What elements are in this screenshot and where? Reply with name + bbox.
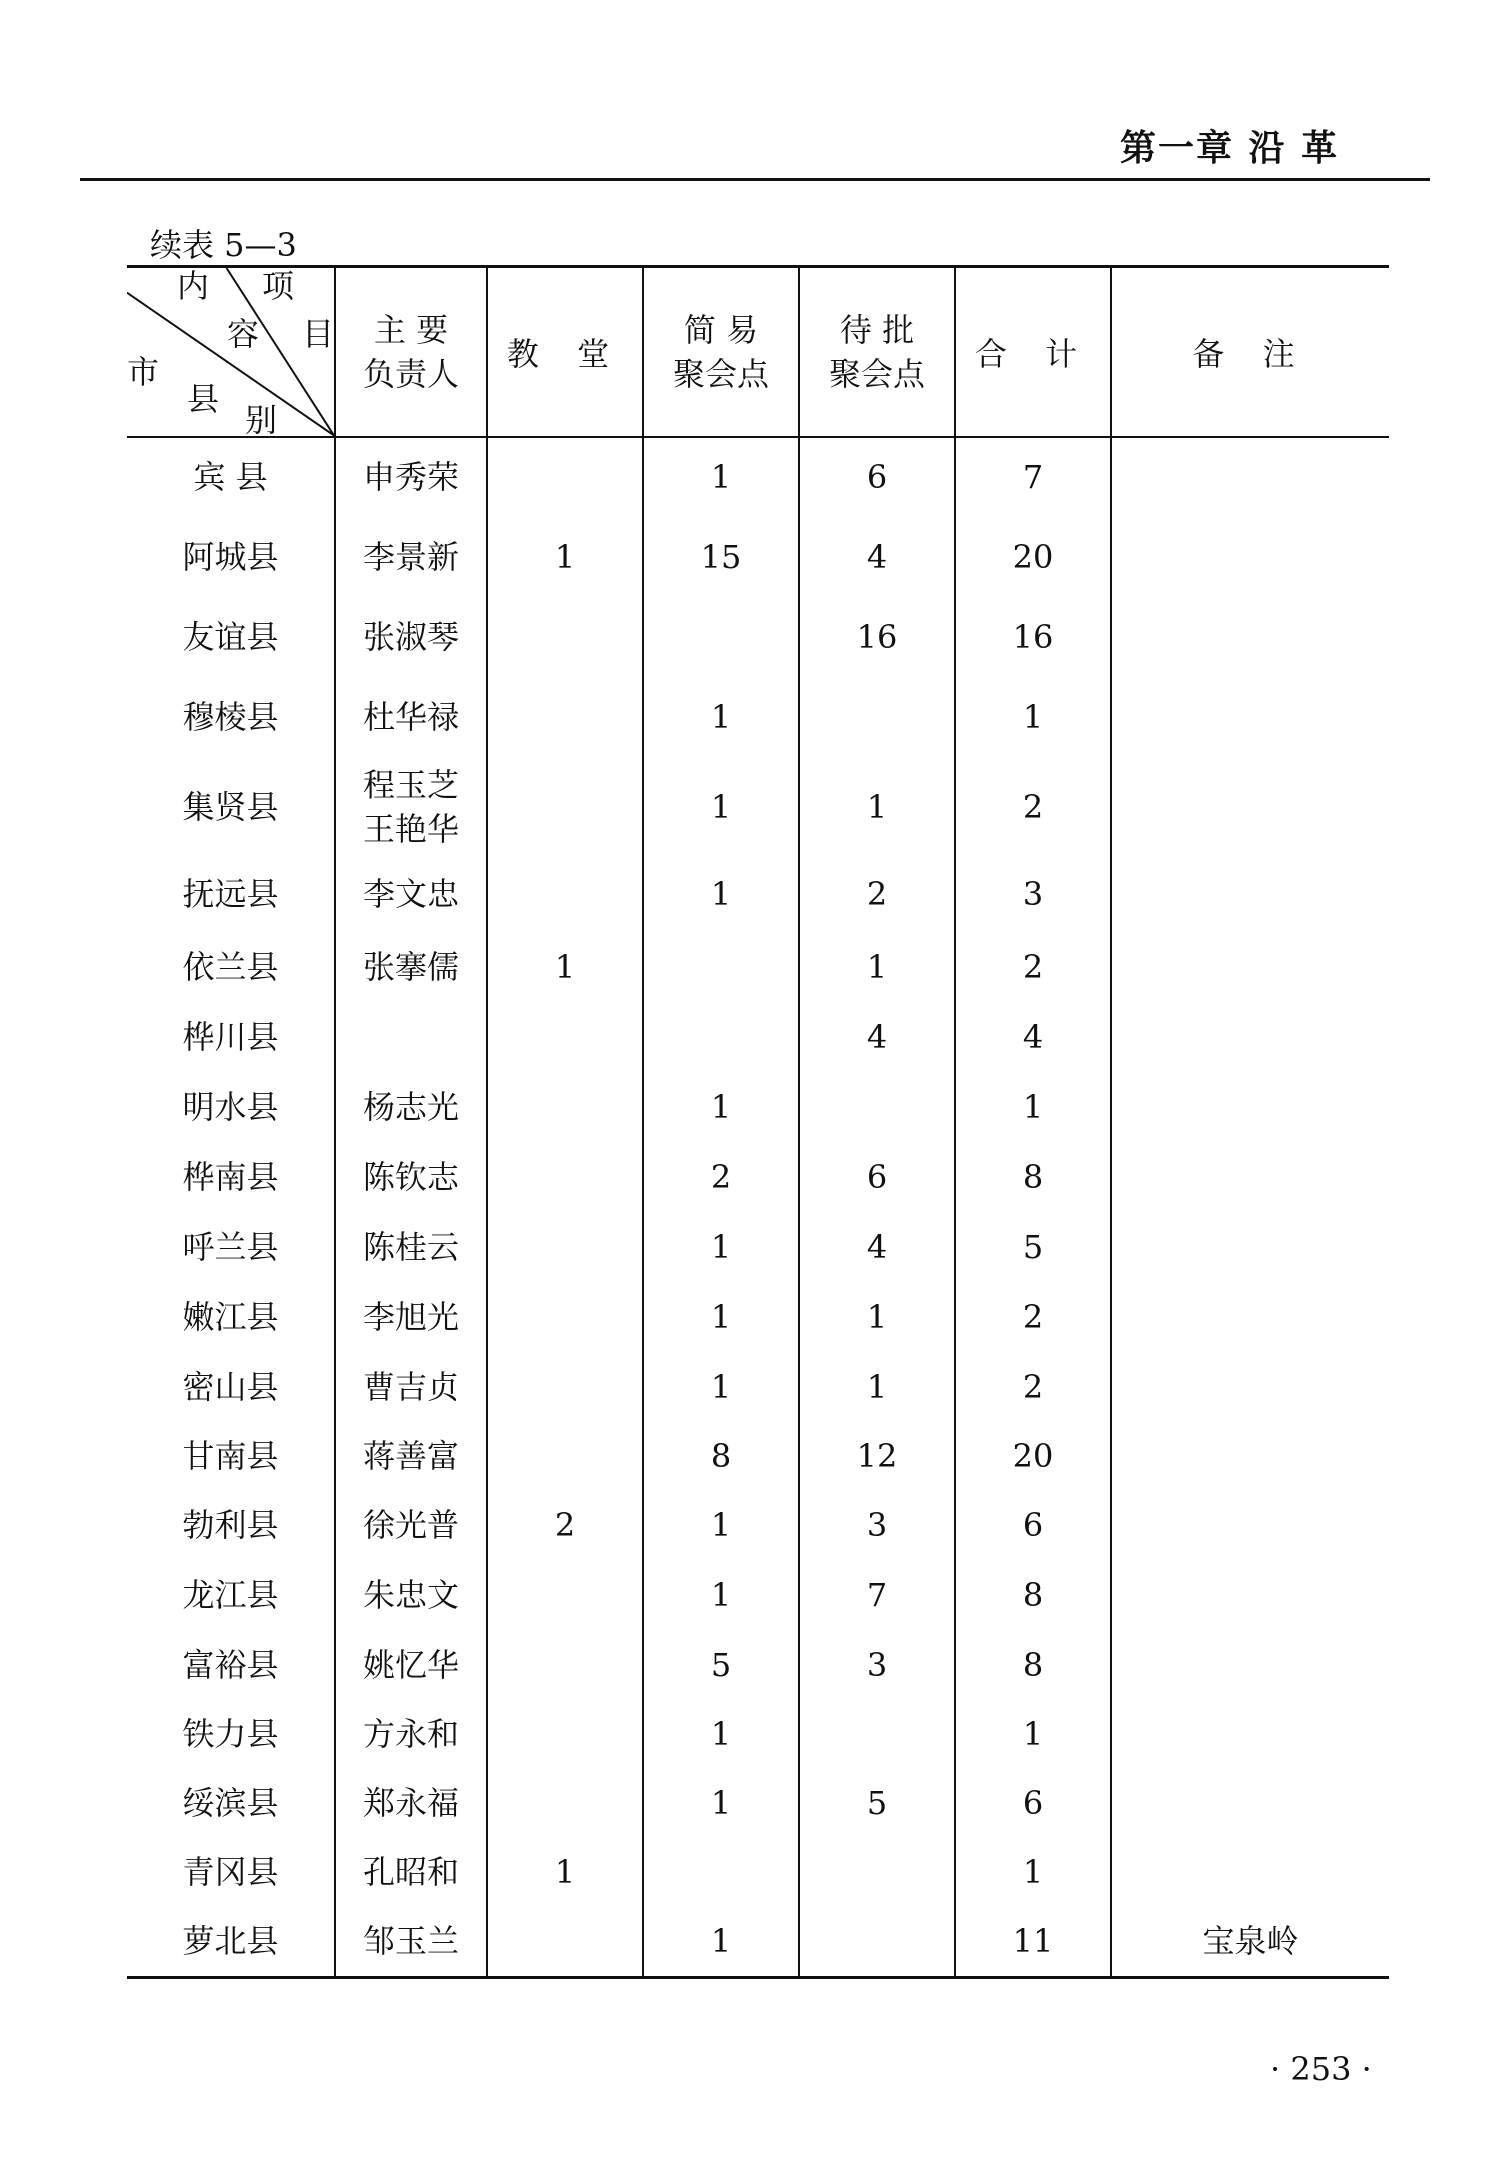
simple-count-cell [643,932,799,1002]
leader-name: 孔昭和 [362,1852,459,1891]
total-count-cell: 20 [955,1422,1111,1490]
leader-cell [335,757,487,857]
county-cell: 密山县 [182,1367,279,1406]
pending-count-cell: 12 [799,1422,955,1490]
leader-name: 蒋善富 [362,1436,459,1475]
table-row [127,1352,1389,1422]
total-count-cell: 8 [955,1142,1111,1212]
note-cell [1111,1352,1389,1422]
pending-count-cell: 6 [799,437,955,517]
leader-name: 陈桂云 [362,1227,459,1266]
table-row [127,1142,1389,1212]
col-header-note: 备 注 [1111,267,1389,437]
table-row [127,1838,1389,1906]
note-cell [1111,597,1389,677]
corner-label-rong: 容 [227,315,260,353]
church-count-cell: 1 [487,517,643,597]
leader-name: 李旭光 [362,1297,459,1336]
pending-count-cell: 1 [799,757,955,857]
leader-cell [335,597,487,677]
note-cell [1111,1072,1389,1142]
pending-count-cell: 16 [799,597,955,677]
leader-name: 程玉芝 [362,765,459,804]
note-cell [1111,1422,1389,1490]
simple-count-cell: 1 [643,1072,799,1142]
leader-cell [335,1002,487,1072]
corner-label-bie: 别 [245,401,278,439]
col-header-church: 教 堂 [487,267,643,437]
total-count-cell: 1 [955,677,1111,757]
simple-count-cell: 5 [643,1630,799,1700]
simple-count-cell: 1 [643,1282,799,1352]
county-cell: 富裕县 [182,1645,279,1684]
note-cell: 宝泉岭 [1111,1906,1389,1978]
table-row [127,1490,1389,1560]
leader-cell [335,677,487,757]
diagonal-header-cell [127,267,335,437]
simple-count-cell: 1 [643,757,799,857]
table-row [127,1002,1389,1072]
simple-count-cell [643,1838,799,1906]
county-cell: 阿城县 [182,537,279,576]
county-cell: 集贤县 [182,787,279,826]
pending-count-cell [799,1838,955,1906]
leader-name: 邹玉兰 [362,1921,459,1960]
corner-label-xian: 县 [187,380,220,418]
simple-count-cell: 1 [643,1212,799,1282]
col-header-pending [799,267,955,437]
total-count-cell: 1 [955,1838,1111,1906]
total-count-cell: 1 [955,1700,1111,1768]
county-cell: 甘南县 [182,1436,279,1475]
county-cell: 抚远县 [182,875,279,913]
county-cell: 勃利县 [182,1505,279,1544]
leader-cell [335,1490,487,1560]
note-cell [1111,857,1389,932]
simple-count-cell: 1 [643,1560,799,1630]
pending-count-cell: 3 [799,1630,955,1700]
total-count-cell: 3 [955,857,1111,932]
total-count-cell: 7 [955,437,1111,517]
church-count-cell [487,1906,643,1978]
county-cell: 友谊县 [182,617,279,656]
pending-count-cell: 4 [799,517,955,597]
table-row [127,437,1389,517]
total-count-cell: 1 [955,1072,1111,1142]
county-cell: 呼兰县 [182,1227,279,1266]
pending-count-cell: 1 [799,1282,955,1352]
simple-count-cell: 1 [643,1352,799,1422]
total-count-cell: 11 [955,1906,1111,1978]
church-count-cell [487,597,643,677]
col-header-simple-line2: 聚会点 [672,354,769,393]
pending-count-cell [799,677,955,757]
total-count-cell: 2 [955,932,1111,1002]
leader-name: 王艳华 [362,809,459,848]
table-caption: 续表 5—3 [150,226,297,264]
church-count-cell [487,1630,643,1700]
table-row [127,517,1389,597]
church-count-cell [487,677,643,757]
col-header-simple [643,267,799,437]
col-header-pending-line2: 聚会点 [828,354,925,393]
table-row [127,932,1389,1002]
note-cell [1111,437,1389,517]
simple-count-cell: 1 [643,1490,799,1560]
church-count-cell [487,1700,643,1768]
leader-cell [335,1282,487,1352]
note-cell [1111,1768,1389,1838]
leader-name: 张淑琴 [362,617,459,656]
leader-cell [335,1838,487,1906]
leader-cell [335,1212,487,1282]
total-count-cell: 2 [955,1282,1111,1352]
church-count-cell: 2 [487,1490,643,1560]
pending-count-cell: 1 [799,932,955,1002]
table-row [127,677,1389,757]
total-count-cell: 8 [955,1560,1111,1630]
simple-count-cell: 2 [643,1142,799,1212]
church-count-cell [487,1352,643,1422]
pending-count-cell: 4 [799,1002,955,1072]
leader-cell [335,932,487,1002]
church-count-cell [487,857,643,932]
statistics-table [127,265,1389,1979]
church-count-cell [487,1002,643,1072]
table-row [127,1422,1389,1490]
note-cell [1111,932,1389,1002]
total-count-cell: 8 [955,1630,1111,1700]
pending-count-cell [799,1072,955,1142]
pending-count-cell: 1 [799,1352,955,1422]
county-cell: 萝北县 [127,1906,335,1978]
pending-count-cell: 5 [799,1768,955,1838]
leader-name: 申秀荣 [362,458,459,496]
note-cell [1111,1282,1389,1352]
church-count-cell [487,1422,643,1490]
leader-cell [335,1700,487,1768]
note-cell [1111,1142,1389,1212]
leader-name: 杜华禄 [362,697,459,736]
table-row [127,1906,1389,1978]
leader-cell [335,1768,487,1838]
table-header-row [127,267,1389,437]
leader-name: 曹吉贞 [362,1367,459,1406]
col-header-simple-line1: 简 易 [683,310,759,349]
total-count-cell: 5 [955,1212,1111,1282]
table-row [127,597,1389,677]
leader-cell [335,437,487,517]
pending-count-cell: 2 [799,857,955,932]
leader-name: 杨志光 [362,1087,459,1126]
simple-count-cell: 1 [643,857,799,932]
col-header-leader-line2: 负责人 [362,354,459,393]
county-cell: 依兰县 [182,947,279,986]
table-row [127,857,1389,932]
leader-name: 郑永福 [362,1783,459,1822]
simple-count-cell: 1 [643,1768,799,1838]
simple-count-cell: 15 [643,517,799,597]
note-cell [1111,1560,1389,1630]
county-cell: 宾 县 [193,458,268,496]
note-cell [1111,757,1389,857]
total-count-cell: 16 [955,597,1111,677]
leader-name: 徐光普 [362,1505,459,1544]
total-count-cell: 4 [955,1002,1111,1072]
leader-name: 姚忆华 [362,1645,459,1684]
table-row [127,1768,1389,1838]
church-count-cell [487,1142,643,1212]
leader-cell [335,1630,487,1700]
leader-cell [335,1072,487,1142]
total-count-cell: 2 [955,1352,1111,1422]
pending-count-cell [799,1700,955,1768]
county-cell: 龙江县 [182,1575,279,1614]
church-count-cell: 1 [487,932,643,1002]
leader-name: 朱忠文 [362,1575,459,1614]
note-cell [1111,1630,1389,1700]
county-cell: 青冈县 [182,1852,279,1891]
total-count-cell: 2 [955,757,1111,857]
county-cell: 铁力县 [182,1714,279,1753]
church-count-cell: 1 [487,1838,643,1906]
leader-name: 李景新 [362,537,459,576]
leader-cell [335,1906,487,1978]
simple-count-cell [643,1002,799,1072]
church-count-cell [487,1560,643,1630]
church-count-cell [487,1072,643,1142]
note-cell [1111,1490,1389,1560]
leader-cell [335,517,487,597]
simple-count-cell: 1 [643,677,799,757]
leader-name: 陈钦志 [362,1157,459,1196]
chapter-title: 第一章 沿 革 [1120,127,1340,169]
note-cell [1111,1212,1389,1282]
simple-count-cell: 1 [643,1700,799,1768]
header-rule [80,178,1430,181]
total-count-cell: 6 [955,1490,1111,1560]
county-cell: 嫩江县 [182,1297,279,1336]
pending-count-cell [799,1906,955,1978]
leader-name: 李文忠 [362,875,459,913]
table-row [127,1072,1389,1142]
county-cell: 桦川县 [182,1017,279,1056]
leader-cell [335,1352,487,1422]
leader-cell [335,857,487,932]
table-body [127,437,1389,1978]
simple-count-cell [643,597,799,677]
leader-cell [335,1560,487,1630]
leader-cell [335,1422,487,1490]
church-count-cell [487,1768,643,1838]
leader-name: 方永和 [362,1714,459,1753]
county-cell: 明水县 [182,1087,279,1126]
simple-count-cell: 8 [643,1422,799,1490]
page-number: · 253 · [1270,2050,1372,2088]
pending-count-cell: 4 [799,1212,955,1282]
col-header-pending-line1: 待 批 [839,310,915,349]
note-cell [1111,677,1389,757]
total-count-cell: 6 [955,1768,1111,1838]
church-count-cell [487,1212,643,1282]
corner-label-xiang: 项 [262,267,295,305]
total-count-cell: 20 [955,517,1111,597]
note-cell [1111,517,1389,597]
simple-count-cell: 1 [643,1906,799,1978]
table-row [127,1212,1389,1282]
col-header-leader [335,267,487,437]
county-cell: 穆棱县 [182,697,279,736]
table-row [127,1700,1389,1768]
table-row [127,757,1389,857]
col-header-total: 合 计 [955,267,1111,437]
pending-count-cell: 7 [799,1560,955,1630]
simple-count-cell: 1 [643,437,799,517]
corner-label-nei: 内 [177,267,210,305]
church-count-cell [487,1282,643,1352]
col-header-leader-line1: 主 要 [373,310,449,349]
note-cell [1111,1700,1389,1768]
corner-label-shi: 市 [127,353,160,391]
note-cell [1111,1838,1389,1906]
table-row [127,1560,1389,1630]
county-cell: 绥滨县 [182,1783,279,1822]
church-count-cell [487,757,643,857]
note-cell [1111,1002,1389,1072]
church-count-cell [487,437,643,517]
pending-count-cell: 3 [799,1490,955,1560]
table-row [127,1282,1389,1352]
corner-label-mu: 目 [302,315,335,353]
county-cell: 桦南县 [182,1157,279,1196]
leader-cell [335,1142,487,1212]
pending-count-cell: 6 [799,1142,955,1212]
table-row [127,1630,1389,1700]
leader-name: 张搴儒 [362,947,459,986]
